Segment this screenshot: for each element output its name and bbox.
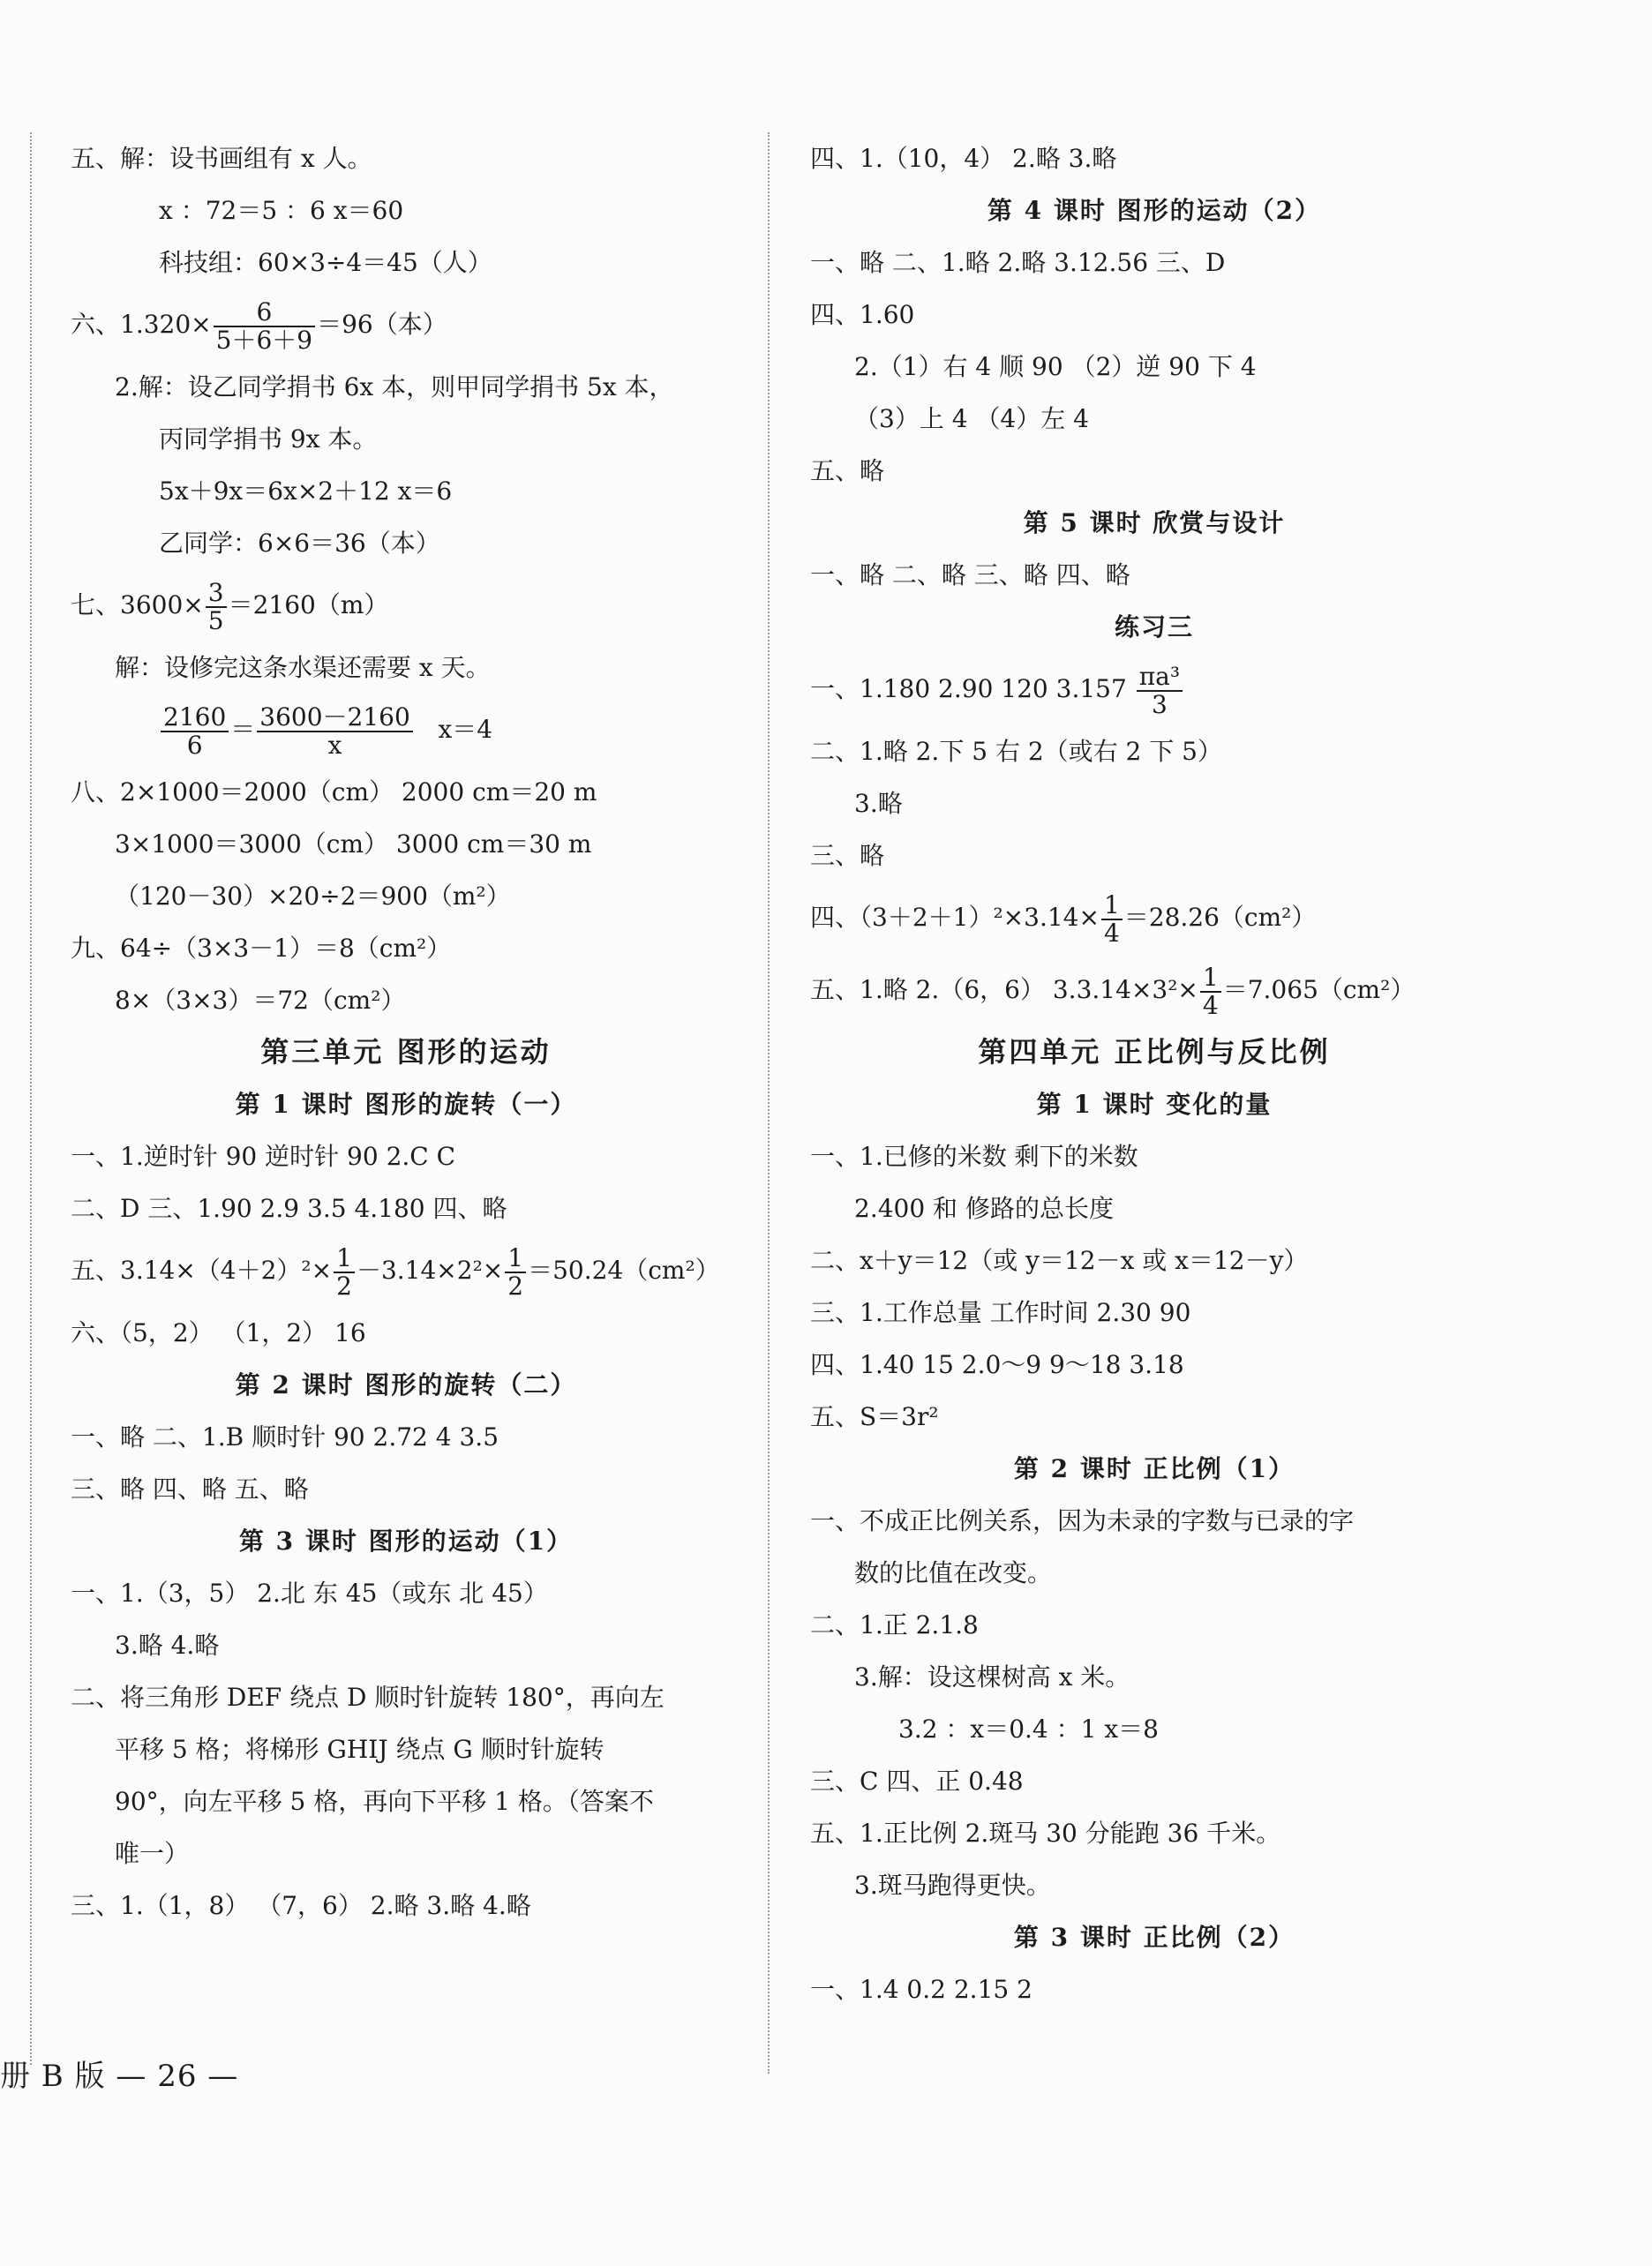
answer-line: 3.解：设这棵树高 x 米。 bbox=[854, 1662, 1130, 1692]
answer-line: 2.（1）右 4 顺 90 （2）逆 90 下 4 bbox=[854, 352, 1257, 381]
answer-line: 一、1.逆时针 90 逆时针 90 2.C C bbox=[71, 1142, 456, 1171]
answer-line: 科技组：60×3÷4＝45（人） bbox=[159, 248, 492, 277]
answer-line: 四、1.60 bbox=[810, 300, 915, 329]
answer-line: 数的比值在改变。 bbox=[854, 1558, 1053, 1587]
lesson-heading: 第 1 课时 变化的量 bbox=[1036, 1090, 1273, 1119]
answer-line: $\frac{2160}{6}$ ＝ $\frac{3600-2160}{x}$ x＝4 bbox=[71, 694, 741, 766]
left-column bbox=[71, 132, 741, 1932]
answer-line: 2.400 和 修路的总长度 bbox=[854, 1194, 1114, 1223]
fraction: $\frac{1}{4}$ bbox=[1200, 964, 1221, 1019]
lesson-heading: 第 5 课时 欣赏与设计 bbox=[1023, 508, 1286, 537]
answer-line: 一、不成正比例关系，因为未录的字数与已录的字 bbox=[810, 1506, 1355, 1535]
answer-line: 乙同学：6×6＝36（本） bbox=[159, 529, 440, 558]
answer-line: 二、将三角形 DEF 绕点 D 顺时针旋转 180°，再向左 bbox=[71, 1683, 665, 1712]
column-divider bbox=[768, 132, 770, 2074]
answer-line: 一、1.180 2.90 120 3.157 $\frac{\text{πa³}}{3}$ bbox=[810, 653, 1498, 725]
answer-line: 一、1.已修的米数 剩下的米数 bbox=[810, 1142, 1138, 1171]
lesson-heading: 第 2 课时 正比例（1） bbox=[1013, 1454, 1295, 1483]
answer-line: 五、S＝3r² bbox=[810, 1402, 939, 1431]
answer-line: 丙同学捐书 9x 本。 bbox=[159, 424, 378, 454]
answer-line: 五、解：设书画组有 x 人。 bbox=[71, 144, 372, 173]
answer-line: 二、x＋y＝12（或 y＝12－x 或 x＝12－y） bbox=[810, 1246, 1309, 1275]
fraction: $\frac{2160}{6}$ bbox=[161, 704, 229, 759]
answer-line: 二、1.正 2.1.8 bbox=[810, 1610, 979, 1639]
answer-line: 解：设修完这条水渠还需要 x 天。 bbox=[115, 653, 491, 682]
answer-line: 3.略 4.略 bbox=[115, 1631, 220, 1660]
answer-line: 五、1.略 2.（6，6） 3.3.14×3²× $\frac{1}{4}$ ＝7.065（cm²） bbox=[810, 962, 1415, 1020]
answer-line: 一、1.4 0.2 2.15 2 bbox=[810, 1975, 1032, 2004]
unit-heading: 第四单元 正比例与反比例 bbox=[978, 1035, 1331, 1069]
answer-line: 三、C 四、正 0.48 bbox=[810, 1767, 1024, 1796]
left-margin-rule bbox=[30, 132, 32, 2065]
answer-line: （3）上 4 （4）左 4 bbox=[854, 404, 1089, 433]
answer-line: （120－30）×20÷2＝900（m²） bbox=[115, 882, 511, 911]
answer-line: 五、3.14×（4＋2）²× $\frac{1}{2}$ －3.14×2²× $\frac{1}{2}$ ＝50.24（cm²） bbox=[71, 1242, 720, 1301]
answer-line: 2.解：设乙同学捐书 6x 本，则甲同学捐书 5x 本， bbox=[115, 372, 674, 401]
answer-line: 一、略 二、略 三、略 四、略 bbox=[810, 560, 1130, 589]
answer-line: 一、略 二、1.B 顺时针 90 2.72 4 3.5 bbox=[71, 1422, 499, 1452]
lesson-heading: 第 2 课时 图形的旋转（二） bbox=[235, 1370, 577, 1399]
answer-line: 二、D 三、1.90 2.9 3.5 4.180 四、略 bbox=[71, 1194, 507, 1223]
fraction: $\frac{1}{2}$ bbox=[505, 1245, 526, 1300]
lesson-heading: 第 1 课时 图形的旋转（一） bbox=[235, 1090, 577, 1119]
answer-line: 七、3600× $\frac{3}{5}$ ＝2160（m） bbox=[71, 577, 389, 635]
answer-line: x ：72＝5 ：6 x＝60 bbox=[159, 196, 404, 225]
answer-line: 三、1.工作总量 工作时间 2.30 90 bbox=[810, 1298, 1191, 1327]
answer-line: 唯一） bbox=[115, 1839, 190, 1868]
answer-line: 3.略 bbox=[854, 789, 903, 818]
answer-line: 三、略 bbox=[810, 841, 885, 870]
lesson-heading: 第 4 课时 图形的运动（2） bbox=[987, 196, 1322, 225]
exercise-heading: 练习三 bbox=[1114, 612, 1194, 642]
answer-line: 八、2×1000＝2000（cm） 2000 cm＝20 m bbox=[71, 777, 597, 807]
answer-line: 一、略 二、1.略 2.略 3.12.56 三、D bbox=[810, 248, 1226, 277]
right-column bbox=[810, 132, 1498, 2015]
answer-line: 五、1.正比例 2.斑马 30 分能跑 36 千米。 bbox=[810, 1819, 1281, 1848]
fraction: $\frac{3600-2160}{x}$ bbox=[257, 704, 413, 759]
answer-line: 8×（3×3）＝72（cm²） bbox=[115, 986, 406, 1015]
answer-line: 六、1.320× $\frac{6}{5+6+9}$ ＝96（本） bbox=[71, 296, 447, 355]
answer-line: 3.2 ：x＝0.4 ：1 x＝8 bbox=[898, 1715, 1159, 1744]
unit-heading: 第三单元 图形的运动 bbox=[260, 1035, 552, 1069]
fraction: $\frac{1}{2}$ bbox=[334, 1245, 355, 1300]
answer-line: 三、略 四、略 五、略 bbox=[71, 1474, 309, 1504]
answer-line: 一、1.（3，5） 2.北 东 45（或东 北 45） bbox=[71, 1579, 548, 1608]
answer-line: 5x＋9x＝6x×2＋12 x＝6 bbox=[159, 476, 453, 506]
fraction: $\frac{6}{5+6+9}$ bbox=[214, 299, 315, 354]
answer-line: 五、略 bbox=[810, 456, 885, 485]
answer-line: 四、（3＋2＋1）²×3.14× $\frac{1}{4}$ ＝28.26（cm²） bbox=[810, 889, 1317, 948]
answer-line: 四、1.（10，4） 2.略 3.略 bbox=[810, 144, 1117, 173]
answer-line: 六、（5，2） （1，2） 16 bbox=[71, 1318, 366, 1347]
page-footer: 册 B 版 — 26 — bbox=[0, 2059, 239, 2094]
answer-line: 平移 5 格；将梯形 GHIJ 绕点 G 顺时针旋转 bbox=[115, 1735, 604, 1764]
answer-line: 3×1000＝3000（cm） 3000 cm＝30 m bbox=[115, 829, 592, 859]
fraction: $\frac{\text{πa³}}{3}$ bbox=[1137, 664, 1183, 718]
answer-line: 九、64÷（3×3－1）＝8（cm²） bbox=[71, 934, 452, 963]
fraction: $\frac{3}{5}$ bbox=[206, 580, 227, 634]
fraction: $\frac{1}{4}$ bbox=[1101, 892, 1123, 947]
answer-line: 3.斑马跑得更快。 bbox=[854, 1871, 1051, 1900]
answer-line: 90°，向左平移 5 格，再向下平移 1 格。（答案不 bbox=[115, 1787, 654, 1816]
answer-line: 三、1.（1，8） （7，6） 2.略 3.略 4.略 bbox=[71, 1891, 531, 1920]
lesson-heading: 第 3 课时 图形的运动（1） bbox=[238, 1527, 574, 1556]
answer-line: 二、1.略 2.下 5 右 2（或右 2 下 5） bbox=[810, 737, 1222, 766]
lesson-heading: 第 3 课时 正比例（2） bbox=[1013, 1923, 1295, 1952]
answer-line: 四、1.40 15 2.0～9 9～18 3.18 bbox=[810, 1350, 1184, 1379]
